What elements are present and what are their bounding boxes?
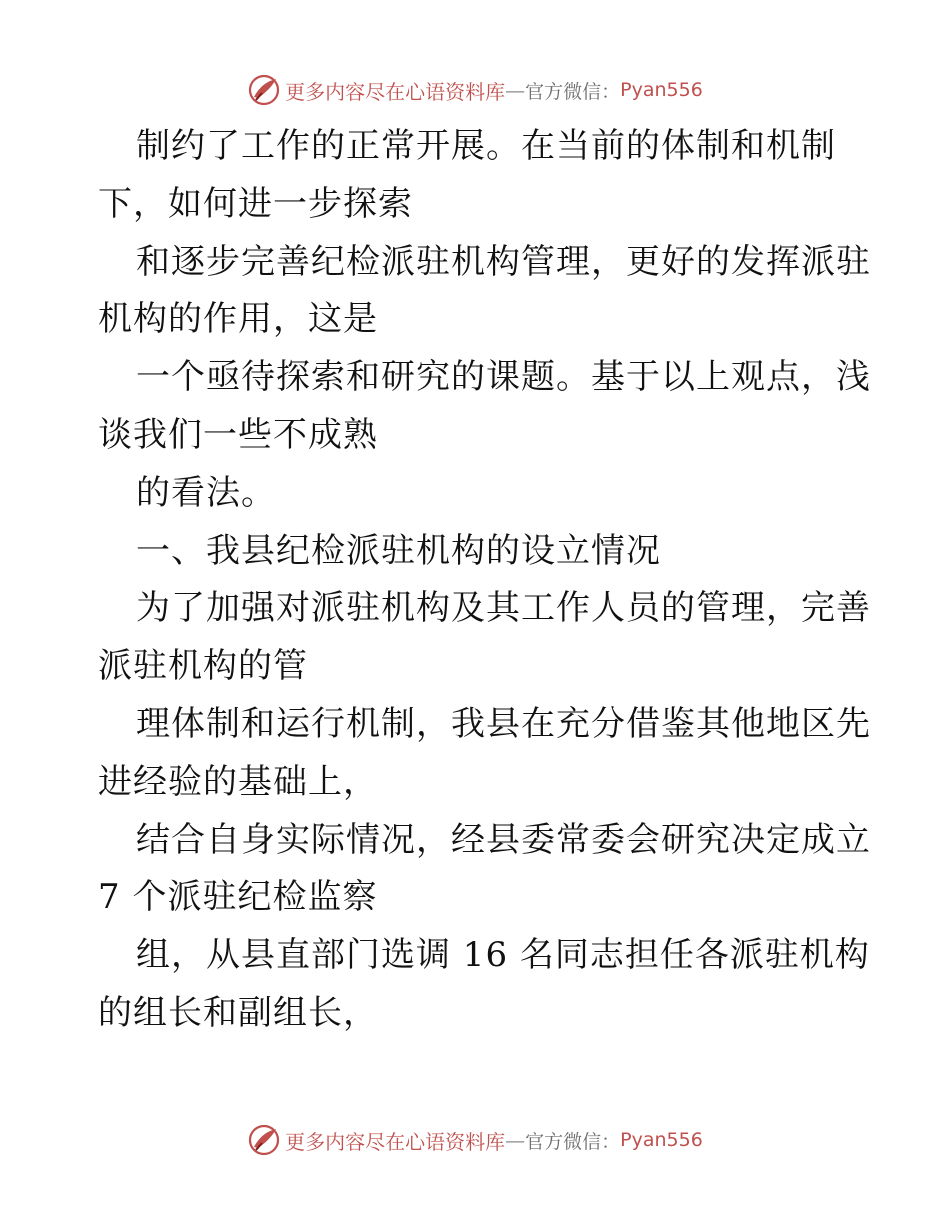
header-banner <box>0 70 950 110</box>
text-line: 一个亟待探索和研究的课题。基于以上观点，浅 <box>136 357 871 398</box>
text-line: 进经验的基础上， <box>98 761 378 802</box>
banner-wechat-label: 官方微信： <box>525 80 621 103</box>
text-line: 机构的作用，这是 <box>98 299 378 340</box>
text-line: 制约了工作的正常开展。在当前的体制和机制 <box>136 126 836 166</box>
banner-wechat-id: Pyan556 <box>620 79 703 101</box>
banner-separator: — <box>505 1128 526 1152</box>
quill-logo-icon <box>247 73 281 107</box>
text-line: 为了加强对派驻机构及其工作人员的管理，完善 <box>136 588 871 629</box>
text-line: 7 个派驻纪检监察 <box>98 877 378 918</box>
text-line: 结合自身实际情况，经县委常委会研究决定成立 <box>136 819 871 860</box>
banner-text: 更多内容尽在心语资料库 <box>285 1129 506 1154</box>
text-line: 下，如何进一步探索 <box>98 183 413 224</box>
banner-wechat-label: 官方微信： <box>525 1130 621 1153</box>
text-line: 的看法。 <box>136 472 276 513</box>
banner-separator: — <box>505 78 526 102</box>
text-line: 谈我们一些不成熟 <box>98 414 378 455</box>
text-line: 一、我县纪检派驻机构的设立情况 <box>136 530 661 571</box>
footer-banner <box>0 1120 950 1160</box>
text-line: 组，从县直部门选调 16 名同志担任各派驻机构 <box>136 935 870 976</box>
document-body <box>98 118 871 1043</box>
text-line: 理体制和运行机制，我县在充分借鉴其他地区先 <box>136 703 871 744</box>
text-line: 和逐步完善纪检派驻机构管理，更好的发挥派驻 <box>136 241 871 282</box>
banner-wechat-id: Pyan556 <box>620 1129 703 1151</box>
text-line: 派驻机构的管 <box>98 646 308 687</box>
banner-text: 更多内容尽在心语资料库 <box>285 79 506 104</box>
quill-logo-icon <box>247 1123 281 1157</box>
text-line: 的组长和副组长， <box>98 992 378 1033</box>
